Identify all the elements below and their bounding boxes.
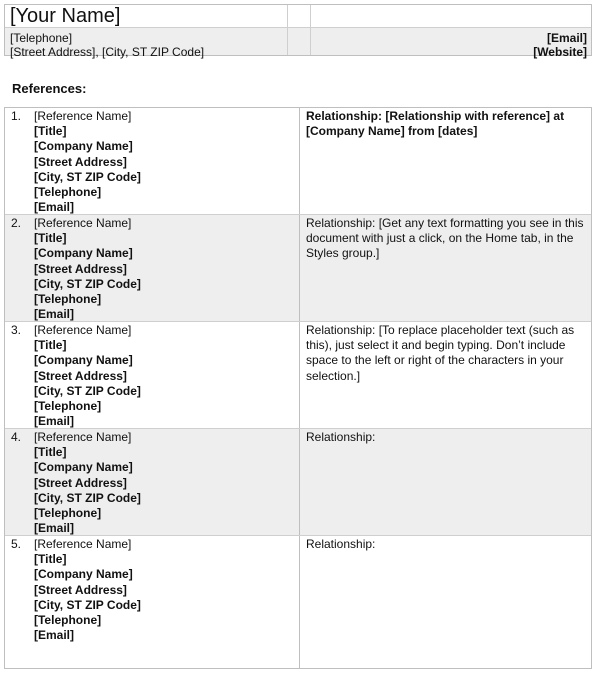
relationship-text[interactable]: [Relationship with reference] at [Company Name] from [dates]: [306, 109, 565, 139]
reference-company[interactable]: [Company Name]: [34, 353, 133, 368]
header-name-row: [5, 5, 591, 27]
reference-telephone[interactable]: [Telephone]: [34, 292, 102, 307]
reference-title[interactable]: [Title]: [34, 231, 67, 246]
your-name[interactable]: [Your Name]: [10, 5, 121, 27]
relationship-label: Relationship:: [306, 109, 383, 123]
header-email[interactable]: [Email]: [546, 31, 587, 45]
reference-name[interactable]: [Reference Name]: [34, 109, 132, 123]
reference-street[interactable]: [Street Address]: [34, 582, 127, 597]
relationship-label: Relationship:: [306, 216, 376, 230]
reference-relationship[interactable]: [306, 537, 586, 552]
reference-number: 3.: [11, 323, 22, 337]
reference-relationship[interactable]: [306, 216, 586, 262]
reference-company[interactable]: [Company Name]: [34, 460, 133, 475]
reference-email[interactable]: [Email]: [34, 200, 75, 215]
reference-contact: [34, 537, 141, 643]
reference-company[interactable]: [Company Name]: [34, 246, 133, 261]
reference-city[interactable]: [City, ST ZIP Code]: [34, 490, 141, 505]
reference-contact: [34, 216, 141, 322]
reference-row-2: [5, 215, 591, 322]
header-telephone[interactable]: [Telephone]: [10, 31, 73, 45]
reference-email[interactable]: [Email]: [34, 521, 75, 536]
column-divider: [299, 536, 300, 668]
relationship-label: Relationship:: [306, 430, 376, 444]
reference-street[interactable]: [Street Address]: [34, 261, 127, 276]
reference-telephone[interactable]: [Telephone]: [34, 185, 102, 200]
reference-company[interactable]: [Company Name]: [34, 139, 133, 154]
relationship-text[interactable]: [To replace placeholder text (such as this), just select it and begin typing. Don’t include space to the left or right of the characters in your selection.]: [306, 323, 575, 383]
column-divider: [299, 322, 300, 428]
reference-contact: [34, 109, 141, 215]
reference-email[interactable]: [Email]: [34, 307, 75, 322]
relationship-label: Relationship:: [306, 323, 376, 337]
reference-telephone[interactable]: [Telephone]: [34, 613, 102, 628]
reference-title[interactable]: [Title]: [34, 445, 67, 460]
references-table: [4, 107, 592, 669]
reference-name[interactable]: [Reference Name]: [34, 430, 132, 444]
reference-city[interactable]: [City, ST ZIP Code]: [34, 276, 141, 291]
reference-row-3: [5, 322, 591, 429]
reference-name[interactable]: [Reference Name]: [34, 537, 132, 551]
reference-email[interactable]: [Email]: [34, 414, 75, 429]
reference-street[interactable]: [Street Address]: [34, 154, 127, 169]
reference-contact: [34, 323, 141, 429]
column-divider: [299, 108, 300, 214]
header-website[interactable]: [Website]: [533, 45, 587, 59]
references-heading: References:: [12, 81, 87, 96]
reference-name[interactable]: [Reference Name]: [34, 323, 132, 337]
reference-relationship[interactable]: [306, 430, 586, 445]
reference-city[interactable]: [City, ST ZIP Code]: [34, 383, 141, 398]
header-table: [4, 4, 592, 59]
reference-street[interactable]: [Street Address]: [34, 475, 127, 490]
reference-number: 5.: [11, 537, 22, 551]
reference-row-5: [5, 536, 591, 668]
reference-row-4: [5, 429, 591, 536]
header-divider-2: [310, 5, 311, 55]
header-address[interactable]: [Street Address], [City, ST ZIP Code]: [10, 45, 205, 59]
reference-relationship[interactable]: [306, 109, 586, 139]
reference-title[interactable]: [Title]: [34, 338, 67, 353]
header-contact-row: [5, 27, 591, 59]
relationship-text[interactable]: [Get any text formatting you see in this document with just a click, on the Home tab, in the Styles group.]: [306, 216, 584, 261]
reference-relationship[interactable]: [306, 323, 586, 384]
relationship-label: Relationship:: [306, 537, 376, 551]
reference-number: 4.: [11, 430, 22, 444]
reference-row-1: [5, 108, 591, 215]
reference-company[interactable]: [Company Name]: [34, 567, 133, 582]
reference-title[interactable]: [Title]: [34, 552, 67, 567]
reference-city[interactable]: [City, ST ZIP Code]: [34, 169, 141, 184]
reference-email[interactable]: [Email]: [34, 628, 75, 643]
column-divider: [299, 215, 300, 321]
reference-telephone[interactable]: [Telephone]: [34, 506, 102, 521]
reference-name[interactable]: [Reference Name]: [34, 216, 132, 230]
header-divider-1: [287, 5, 288, 55]
reference-contact: [34, 430, 141, 536]
reference-number: 1.: [11, 109, 22, 123]
reference-number: 2.: [11, 216, 22, 230]
reference-telephone[interactable]: [Telephone]: [34, 399, 102, 414]
column-divider: [299, 429, 300, 535]
reference-city[interactable]: [City, ST ZIP Code]: [34, 597, 141, 612]
reference-title[interactable]: [Title]: [34, 124, 67, 139]
reference-street[interactable]: [Street Address]: [34, 368, 127, 383]
